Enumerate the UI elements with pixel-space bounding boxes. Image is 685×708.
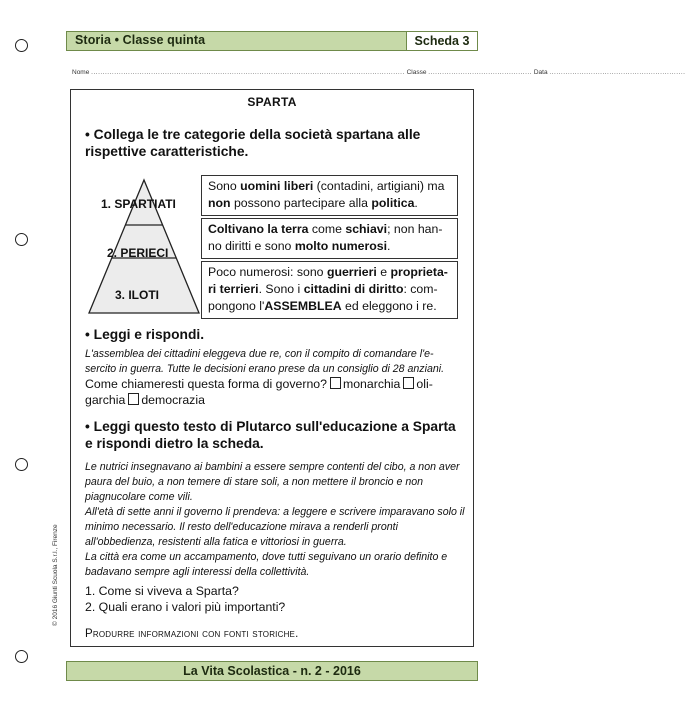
worksheet-title: SPARTA: [247, 95, 297, 109]
classe-label: Classe: [406, 69, 427, 76]
data-field[interactable]: ...........................................................: [549, 69, 685, 76]
footer-bar: La Vita Scolastica - n. 2 - 2016: [66, 661, 478, 681]
description-box-2[interactable]: [201, 218, 458, 259]
box3-bold-a: guerrieri: [326, 265, 377, 279]
box3-text-c: . Sono i: [258, 282, 304, 296]
box2-bold-a: Coltivano la terra: [208, 222, 309, 236]
box2-text-a: come: [308, 222, 346, 236]
box2-bold-b: schiavi: [345, 222, 388, 236]
option-monarchia: monarchia: [342, 377, 401, 391]
plutarch-passage-3: La città era come un accampamento, dove tutti seguivano un orario definito e badavano sempre agli interessi della collettività.: [85, 551, 448, 578]
sheet-number: Scheda 3: [406, 31, 478, 51]
classe-field[interactable]: .............................................: [428, 69, 533, 76]
instruction-1: • Collega le tre categorie della società spartana alle rispettive caratteristiche.: [85, 127, 421, 159]
box2-bold-c: molto numerosi: [294, 239, 388, 253]
box3-bold-d: ASSEMBLEA: [264, 299, 342, 313]
question-2: 2. Quali erano i valori più importanti?: [85, 600, 286, 614]
assembly-passage: L'assemblea dei cittadini eleggeva due re, con il compito di comandare l'e-sercito in guerra. Tutte le decisioni erano prese da un consiglio di 28 anziani.: [85, 348, 445, 375]
box1-text-d: .: [414, 196, 418, 210]
description-box-1[interactable]: [201, 175, 458, 216]
instruction-2: • Leggi e rispondi.: [85, 327, 205, 342]
checkbox-oligarchia[interactable]: [403, 377, 414, 389]
box1-text-c: possono partecipare alla: [230, 196, 372, 210]
box3-text-d: : com-pongono l': [208, 282, 438, 313]
box2-text-c: .: [387, 239, 391, 253]
box3-text-e: ed eleggono i re.: [341, 299, 437, 313]
option-democrazia: democrazia: [141, 392, 205, 407]
name-line: [72, 69, 685, 76]
description-box-3[interactable]: [201, 261, 458, 319]
government-question: [85, 377, 463, 408]
pyramid-label-perieci: 2. PERIECI: [107, 246, 169, 260]
header-bar: [66, 31, 478, 51]
skill-note: Produrre informazioni con fonti storiche.: [85, 628, 299, 640]
binder-hole-3: [15, 458, 28, 471]
box3-bold-b: proprieta-ri terrieri: [208, 265, 448, 296]
box3-bold-c: cittadini di diritto: [303, 282, 404, 296]
box3-text-a: Poco numerosi: sono: [208, 265, 327, 279]
box3-text-b: e: [376, 265, 391, 279]
nome-label: Nome: [72, 69, 90, 76]
copyright-note: © 2016 Giunti Scuola S.r.l., Firenze: [52, 524, 59, 626]
subject-label: Storia • Classe quinta: [75, 33, 206, 47]
binder-hole-1: [15, 39, 28, 52]
box1-bold-a: uomini liberi: [240, 179, 314, 193]
plutarch-passage-2: All'età di sette anni il governo li prendeva: a leggere e scrivere imparavano solo il minimo necessario. Il resto dell'educazione mirava a renderli pronti all'obbedienza, resistenti alla fatica e vittoriosi in guerra.: [85, 506, 465, 548]
box1-text-a: Sono: [208, 179, 241, 193]
checkbox-democrazia[interactable]: [128, 393, 139, 405]
option-oligarchia: oli-garchia: [85, 377, 433, 407]
worksheet-content: [70, 89, 474, 647]
box1-bold-c: politica: [371, 196, 415, 210]
checkbox-monarchia[interactable]: [330, 377, 341, 389]
plutarch-passage-1: Le nutrici insegnavano ai bambini a essere sempre contenti del cibo, a non aver paura del buio, a non temere di stare soli, a non mettere il broncio e non piagnucolare come vili.: [85, 461, 460, 503]
box2-text-b: ; non han-no diritti e sono: [208, 222, 443, 253]
box1-bold-b: non: [208, 196, 231, 210]
instruction-3: • Leggi questo testo di Plutarco sull'educazione a Sparta e rispondi dietro la scheda.: [85, 419, 456, 451]
nome-field[interactable]: ........................................................................................................................................: [91, 69, 405, 76]
pyramid-label-iloti: 3. ILOTI: [115, 288, 160, 302]
government-question-text: Come chiameresti questa forma di governo?: [85, 377, 327, 391]
pyramid-label-spartiati: 1. SPARTIATI: [101, 197, 176, 211]
binder-hole-4: [15, 650, 28, 663]
box1-text-b: (contadini, artigiani) ma: [313, 179, 445, 193]
data-label: Data: [533, 69, 548, 76]
question-1: 1. Come si viveva a Sparta?: [85, 584, 239, 598]
binder-hole-2: [15, 233, 28, 246]
